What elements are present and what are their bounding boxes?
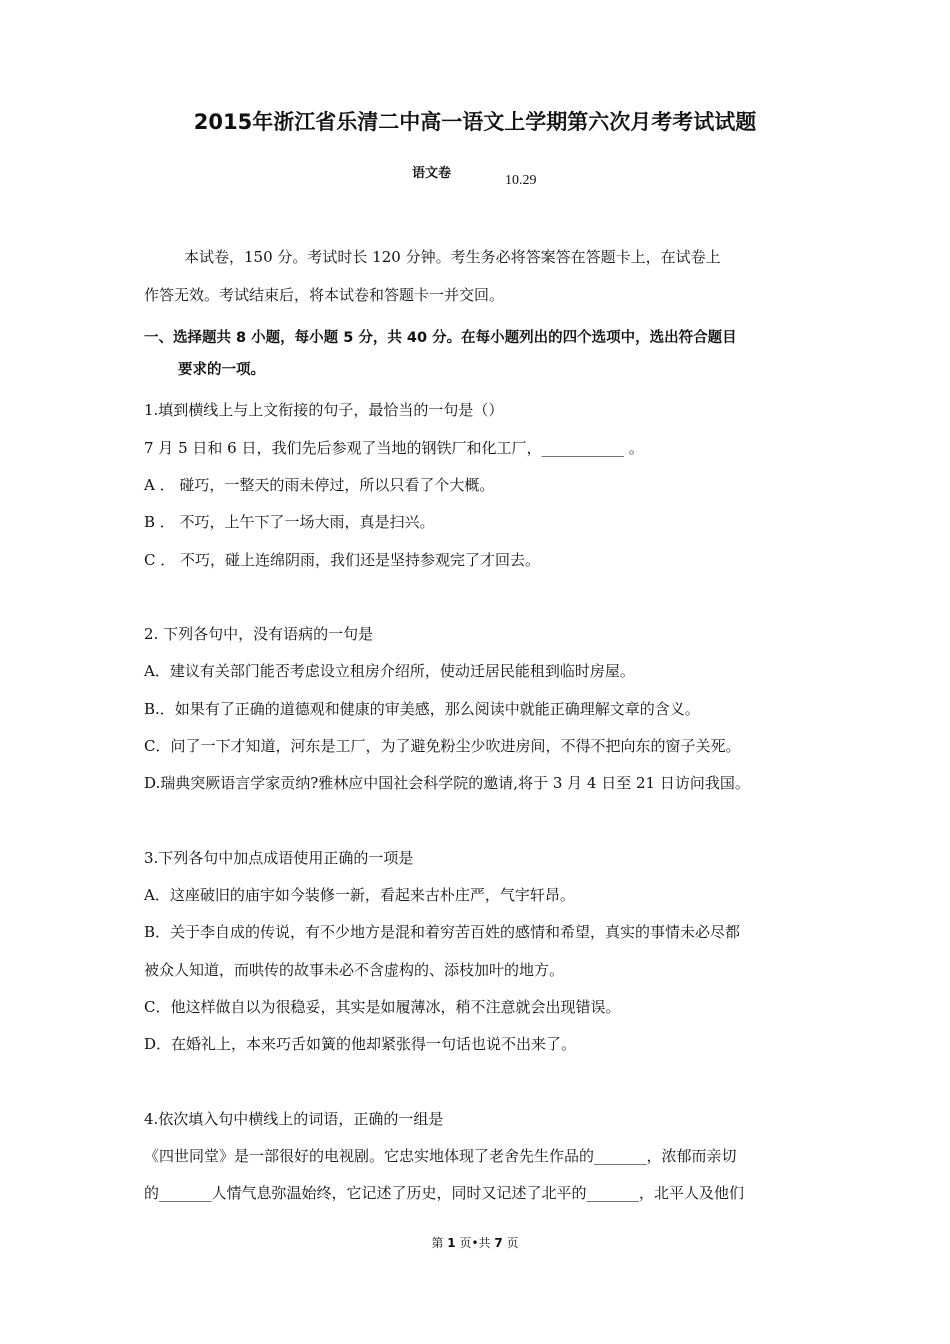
question-4-stem: 4.依次填入句中横线上的词语，正确的一组是 bbox=[144, 1110, 444, 1128]
question-3-option-b-line-1: B．关于李自成的传说，有不少地方是混和着穷苦百姓的感情和希望，真实的事情未必尽都 bbox=[144, 923, 741, 941]
question-4-passage-line-1: 《四世同堂》是一部很好的电视剧。它忠实地体现了老舍先生作品的_______，浓郁而亲切 bbox=[144, 1147, 737, 1165]
question-3-option-d: D．在婚礼上，本来巧舌如簧的他却紧张得一句话也说不出来了。 bbox=[144, 1035, 577, 1053]
question-3-stem: 3.下列各句中加点成语使用正确的一项是 bbox=[144, 849, 414, 867]
question-2-option-d: D.瑞典突厥语言学家贡纳?雅林应中国社会科学院的邀请,将于 3 月 4 日至 21 日访问我国。 bbox=[144, 774, 750, 792]
question-2-option-b: B.．如果有了正确的道德观和健康的审美感，那么阅读中就能正确理解文章的含义。 bbox=[144, 700, 700, 718]
question-3-option-b-line-2: 被众人知道，而哄传的故事未必不含虚构的、添枝加叶的地方。 bbox=[144, 961, 565, 979]
current-page-number: 1 bbox=[447, 1236, 456, 1250]
question-1-context: 7 月 5 日和 6 日，我们先后参观了当地的钢铁厂和化工厂，___________ 。 bbox=[144, 439, 644, 457]
question-1-option-a: A ． 碰巧，一整天的雨未停过，所以只看了个大概。 bbox=[144, 476, 495, 494]
question-3-option-a: A．这座破旧的庙宇如今装修一新，看起来古朴庄严，气宇轩昂。 bbox=[144, 886, 575, 904]
paper-subtitle: 语文卷 bbox=[412, 166, 452, 181]
footer-prefix: 第 bbox=[431, 1236, 448, 1250]
exam-date: 10.29 bbox=[505, 173, 537, 188]
question-1-option-c: C ． 不巧，碰上连绵阴雨，我们还是坚持参观完了才回去。 bbox=[144, 551, 541, 569]
question-1-option-b: B ． 不巧，上午下了一场大雨，真是扫兴。 bbox=[144, 513, 435, 531]
question-1-stem: 1.填到横线上与上文衔接的句子，最恰当的一句是（） bbox=[144, 401, 504, 419]
total-page-count: 7 bbox=[494, 1236, 503, 1250]
question-4-passage-line-2: 的_______人情气息弥温始终，它记述了历史，同时又记述了北平的_______，北平人及他们 bbox=[144, 1184, 745, 1202]
page-title: 2015年浙江省乐清二中高一语文上学期第六次月考考试试题 bbox=[193, 110, 757, 134]
intro-line-1: 本试卷，150 分。考试时长 120 分钟。考生务必将答案答在答题卡上，在试卷上 bbox=[184, 248, 721, 266]
question-2-option-c: C．问了一下才知道，河东是工厂，为了避免粉尘少吹进房间，不得不把向东的窗子关死。 bbox=[144, 737, 741, 755]
page-footer bbox=[0, 1234, 950, 1251]
section-heading-line-1: 一、选择题共 8 小题，每小题 5 分，共 40 分。在每小题列出的四个选项中，选出符合题目 bbox=[144, 330, 737, 346]
question-2-option-a: A．建议有关部门能否考虑设立租房介绍所，使动迁居民能租到临时房屋。 bbox=[144, 662, 635, 680]
question-2-stem: 2. 下列各句中，没有语病的一句是 bbox=[144, 625, 374, 643]
footer-middle: 页•共 bbox=[455, 1236, 495, 1250]
intro-line-2: 作答无效。考试结束后，将本试卷和答题卡一并交回。 bbox=[144, 286, 505, 304]
section-heading-line-2: 要求的一项。 bbox=[178, 362, 265, 378]
question-3-option-c: C．他这样做自以为很稳妥，其实是如履薄冰，稍不注意就会出现错误。 bbox=[144, 998, 621, 1016]
footer-suffix: 页 bbox=[502, 1236, 519, 1250]
